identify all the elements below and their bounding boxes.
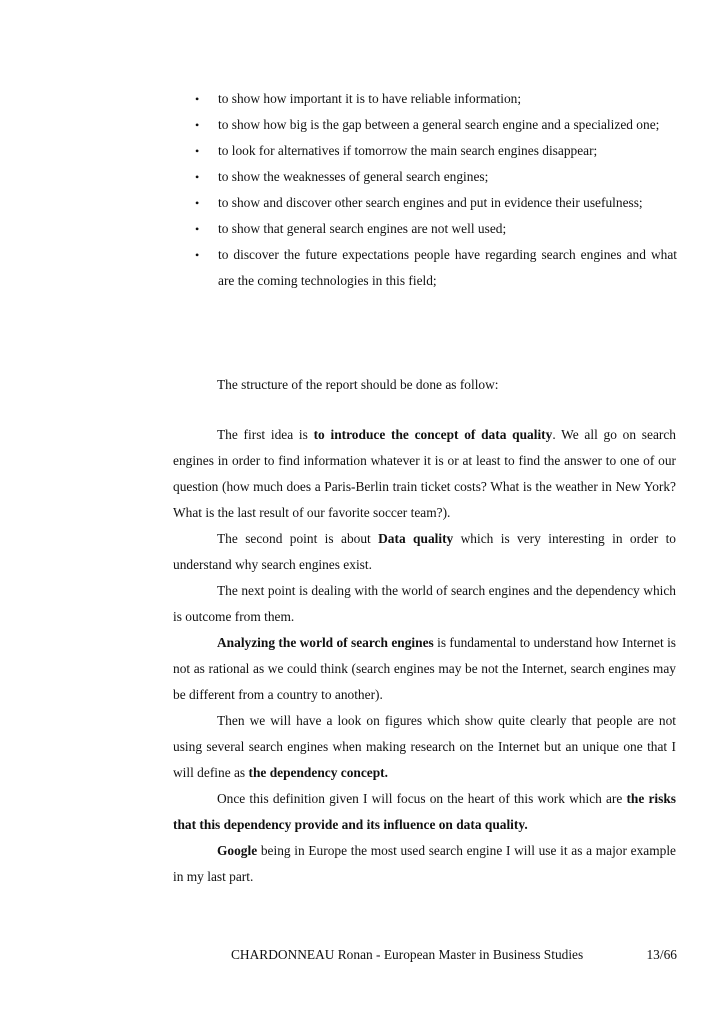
bullet-icon: • (195, 196, 200, 210)
list-item: • to discover the future expectations people have regarding search engines and what are the coming technologies in this field; (195, 242, 677, 294)
paragraph-dependency-world: The next point is dealing with the world of search engines and the dependency which is outcome from them. (173, 583, 676, 624)
list-item: • to show that general search engines are not well used; (195, 216, 677, 242)
list-item: • to show the weaknesses of general search engines; (195, 164, 677, 190)
bullet-icon: • (195, 144, 200, 158)
paragraph-data-quality: The second point is about Data quality which is very interesting in order to understand why search engines exist. (173, 531, 676, 572)
structure-intro-line: The structure of the report should be done as follow: (217, 377, 499, 392)
list-item: • to look for alternatives if tomorrow the main search engines disappear; (195, 138, 677, 164)
page-number: 13/66 (646, 947, 677, 962)
bullet-icon: • (195, 248, 200, 262)
bullet-icon: • (195, 222, 200, 236)
objectives-bullet-list (195, 86, 677, 294)
paragraph-concept: The first idea is to introduce the concept of data quality. We all go on search engines in order to find information whatever it is or at least to find the answer to one of our question (how much does a Paris-Berlin train ticket costs? What is the weather in New York? What is the last result of our favorite soccer team?). (173, 427, 676, 520)
paragraph-figures: Then we will have a look on figures which show quite clearly that people are not using several search engines when making research on the Internet but an unique one that I will define as the dependency concept. (173, 713, 676, 780)
paragraph-analyzing: Analyzing the world of search engines is fundamental to understand how Internet is not as rational as we could think (search engines may be not the Internet, search engines may be different from a country to another). (173, 635, 676, 702)
body-text (173, 422, 676, 890)
footer-author: CHARDONNEAU Ronan - European Master in Business Studies (231, 947, 584, 962)
list-item: • to show how important it is to have reliable information; (195, 86, 677, 112)
paragraph-risks: Once this definition given I will focus on the heart of this work which are the risks that this dependency provide and its influence on data quality. (173, 791, 676, 832)
paragraph-google: Google being in Europe the most used search engine I will use it as a major example in my last part. (173, 843, 676, 884)
bullet-icon: • (195, 118, 200, 132)
bullet-icon: • (195, 92, 200, 106)
list-item: • to show how big is the gap between a general search engine and a specialized one; (195, 112, 677, 138)
list-item: • to show and discover other search engines and put in evidence their usefulness; (195, 190, 677, 216)
bullet-icon: • (195, 170, 200, 184)
